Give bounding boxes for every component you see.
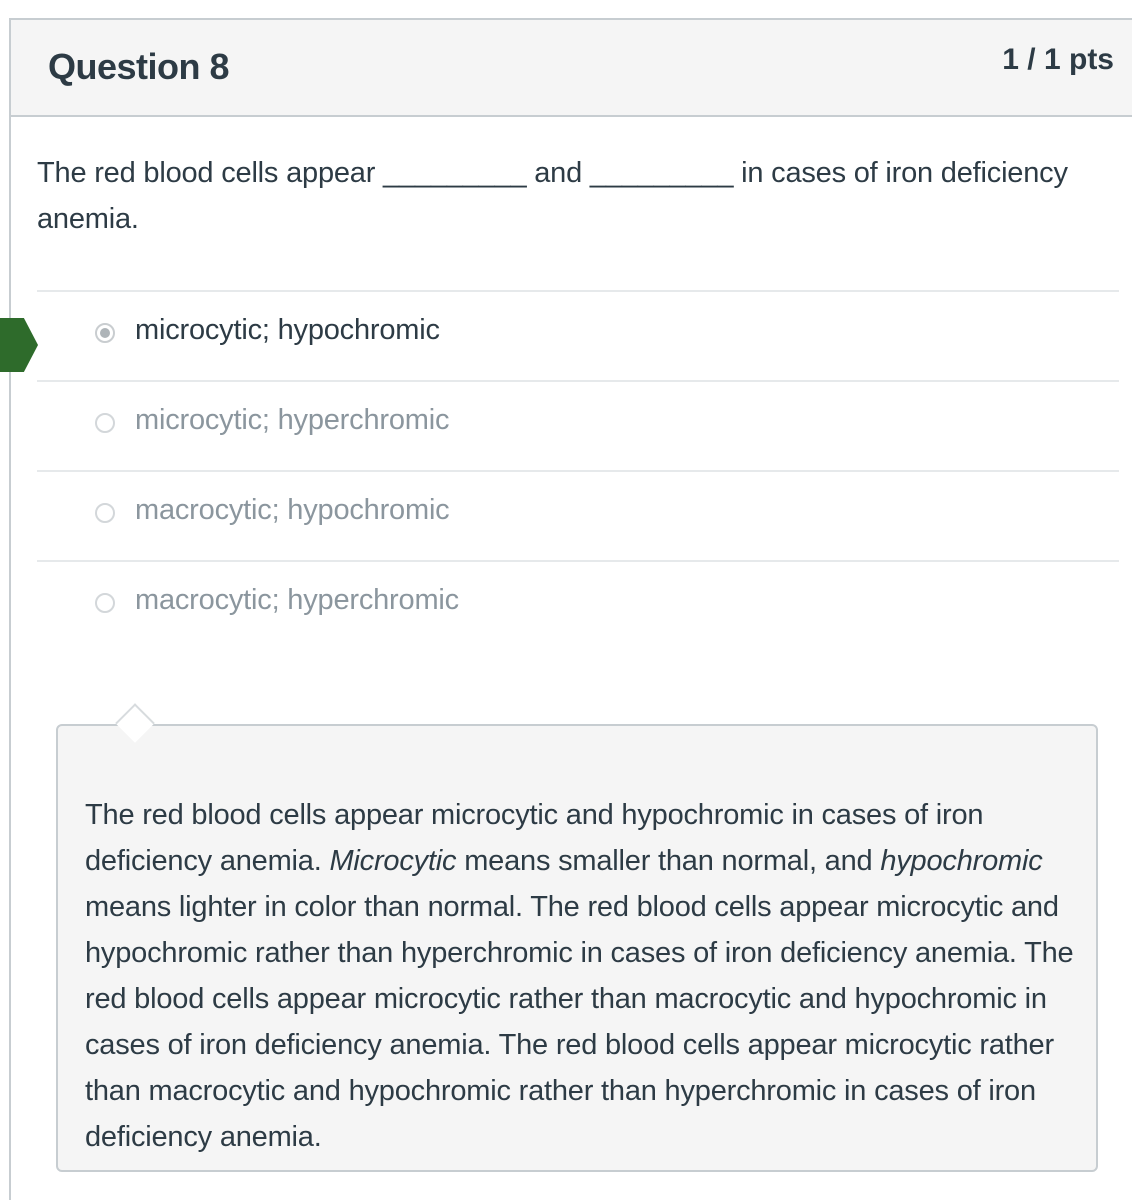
feedback-text-part: means smaller than normal, and xyxy=(456,845,881,877)
radio-unselected-icon[interactable] xyxy=(95,413,115,433)
answer-label: macrocytic; hyperchromic xyxy=(135,584,459,616)
feedback-italic-term: hypochromic xyxy=(880,845,1043,877)
radio-unselected-icon[interactable] xyxy=(95,593,115,613)
feedback-italic-term: Microcytic xyxy=(329,845,457,877)
answer-option[interactable] xyxy=(37,380,1119,470)
answer-label: microcytic; hypochromic xyxy=(135,314,440,346)
answer-label: microcytic; hyperchromic xyxy=(135,404,450,436)
feedback-text-part: means lighter in color than normal. The red blood cells appear microcytic and hypochromic rather than hyperchromic in cases of iron deficiency anemia. The red blood cells appear microcytic rather than macrocytic and hypochromic in cases of iron deficiency anemia. The red blood cells appear microcytic rather than macrocytic and hypochromic rather than hyperchromic in cases of iron deficiency anemia. xyxy=(85,891,1074,1153)
question-header xyxy=(11,20,1132,117)
answer-option[interactable] xyxy=(37,290,1119,380)
answer-list xyxy=(37,290,1119,650)
question-points: 1 / 1 pts xyxy=(1002,43,1114,76)
radio-selected-icon[interactable] xyxy=(95,323,115,343)
question-title: Question 8 xyxy=(48,46,230,87)
answer-option[interactable] xyxy=(37,470,1119,560)
feedback-text xyxy=(85,792,1085,1160)
question-text: The red blood cells appear _________ and _________ in cases of iron deficiency anemia. xyxy=(37,157,1068,235)
feedback-text-part: The red blood cells appear microcytic and hypochromic in cases of iron deficiency anemia. xyxy=(85,799,984,877)
radio-unselected-icon[interactable] xyxy=(95,503,115,523)
answer-label: macrocytic; hypochromic xyxy=(135,494,450,526)
answer-option[interactable] xyxy=(37,560,1119,650)
